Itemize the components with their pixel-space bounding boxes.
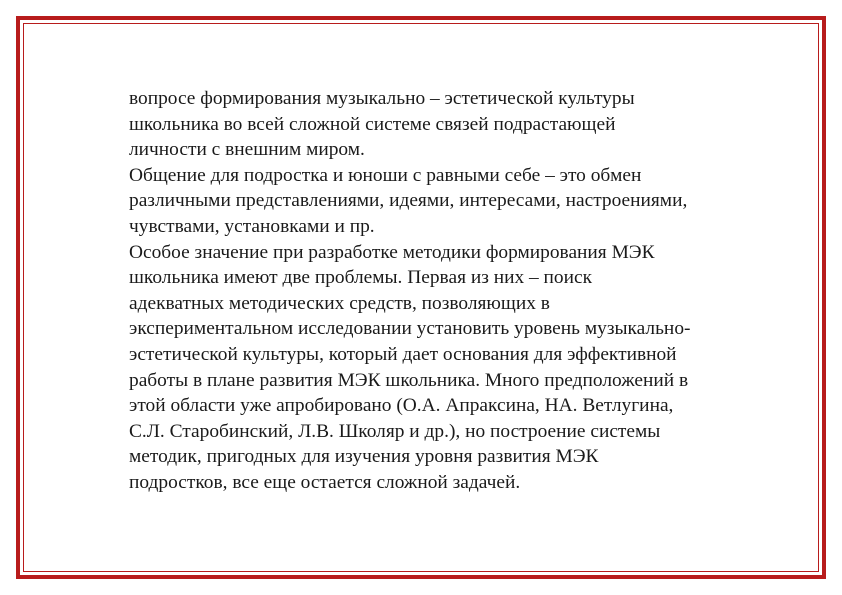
- text-line: методик, пригодных для изучения уровня развития МЭК: [129, 446, 599, 468]
- body-text: [129, 86, 769, 496]
- text-line: эстетической культуры, который дает основания для эффективной: [129, 343, 677, 365]
- text-line: личности с внешним миром.: [129, 139, 365, 161]
- text-line: различными представлениями, идеями, интересами, настроениями,: [129, 190, 688, 212]
- text-line: чувствами, установками и пр.: [129, 215, 375, 237]
- text-line: школьника во всей сложной системе связей подрастающей: [129, 113, 616, 135]
- text-line: адекватных методических средств, позволяющих в: [129, 292, 550, 314]
- text-line: Общение для подростка и юноши с равными себе – это обмен: [129, 164, 642, 186]
- text-line: вопросе формирования музыкально – эстетической культуры: [129, 88, 635, 109]
- text-line: этой области уже апробировано (О.А. Апраксина, НА. Ветлугина,: [129, 395, 674, 417]
- text-line: С.Л. Старобинский, Л.В. Школяр и др.), но построение системы: [129, 420, 661, 442]
- text-line: подростков, все еще остается сложной задачей.: [129, 471, 521, 493]
- text-line: экспериментальном исследовании установить уровень музыкально-: [129, 318, 691, 340]
- text-line: Особое значение при разработке методики формирования МЭК: [129, 241, 655, 263]
- text-line: работы в плане развития МЭК школьника. Много предположений в: [129, 369, 689, 391]
- text-line: школьника имеют две проблемы. Первая из них – поиск: [129, 267, 593, 289]
